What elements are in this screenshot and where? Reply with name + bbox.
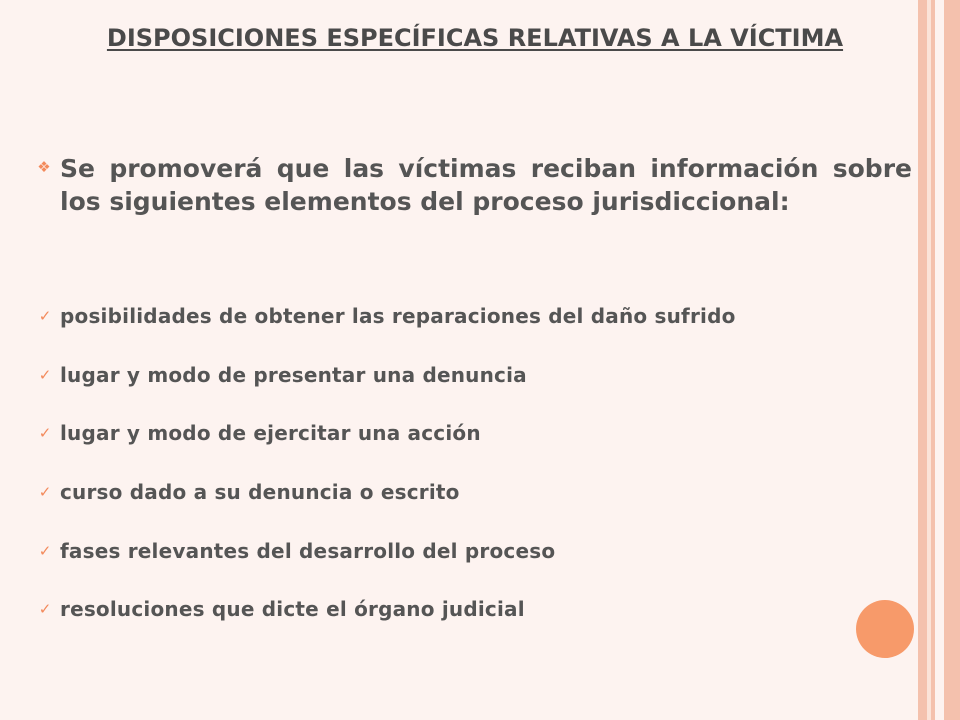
list-item-text: fases relevantes del desarrollo del proceso <box>60 538 556 563</box>
checkmark-icon: ✓ <box>38 424 52 443</box>
list-item <box>30 463 890 522</box>
list-item-text: lugar y modo de presentar una denuncia <box>60 362 527 387</box>
list-item <box>30 346 890 405</box>
list-item <box>30 287 890 346</box>
diamond-bullet-icon: ❖ <box>37 158 51 176</box>
list-item-text: curso dado a su denuncia o escrito <box>60 480 460 505</box>
checklist <box>30 287 890 639</box>
intro-bullet-point <box>28 152 912 218</box>
list-item <box>30 521 890 580</box>
list-item-text: posibilidades de obtener las reparaciones del daño sufrido <box>60 304 736 329</box>
stripe <box>944 0 960 720</box>
intro-text: Se promoverá que las víctimas reciban información sobre los siguientes elementos del proceso jurisdiccional: <box>60 154 912 216</box>
stripe <box>918 0 927 720</box>
checkmark-icon: ✓ <box>38 600 52 619</box>
checkmark-icon: ✓ <box>38 483 52 502</box>
list-item <box>30 404 890 463</box>
list-item <box>30 580 890 639</box>
checkmark-icon: ✓ <box>38 307 52 326</box>
slide-title: DISPOSICIONES ESPECÍFICAS RELATIVAS A LA VÍCTIMA <box>106 24 844 52</box>
checkmark-icon: ✓ <box>38 365 52 384</box>
stripe <box>935 0 944 720</box>
list-item-text: lugar y modo de ejercitar una acción <box>60 421 481 446</box>
checkmark-icon: ✓ <box>38 541 52 560</box>
list-item-text: resoluciones que dicte el órgano judicial <box>60 597 525 622</box>
decorative-stripes <box>918 0 960 720</box>
